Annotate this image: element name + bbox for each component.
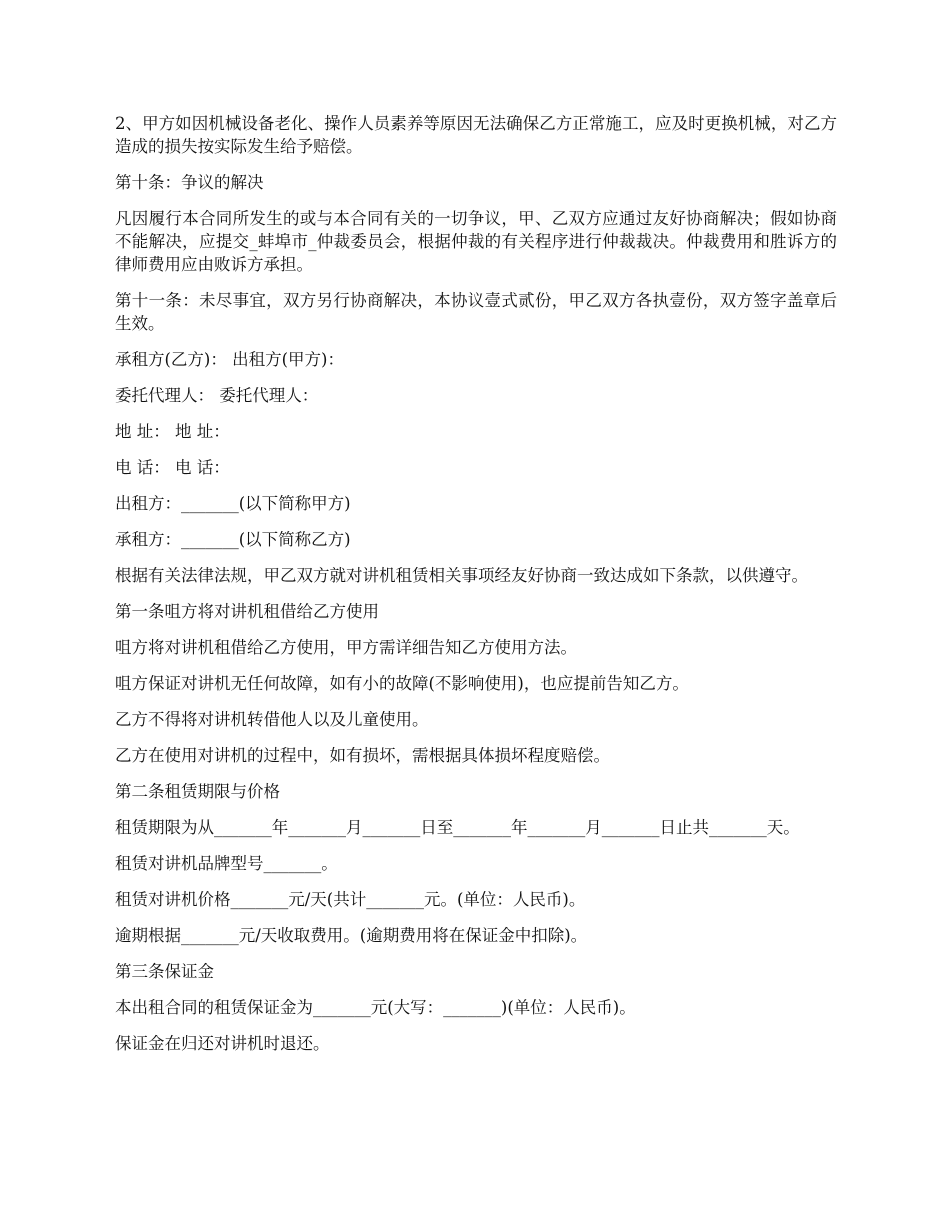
lessor-party-line: 出租方：_______(以下简称甲方) xyxy=(115,494,351,513)
article-2-lease-period: 租赁期限为从_______年_______月_______日至_______年_______月_______日止共_______天。 xyxy=(115,818,800,837)
article-1-item-2: 咀方保证对讲机无任何故障，如有小的故障(不影响使用)，也应提前告知乙方。 xyxy=(115,674,689,693)
article-3-deposit-amount: 本出租合同的租赁保证金为_______元(大写：_______)(单位：人民币)。 xyxy=(115,998,636,1017)
heading-clause-10: 第十条：争议的解决 xyxy=(115,173,264,192)
article-1-item-4: 乙方在使用对讲机的过程中，如有损坏，需根据具体损坏程度赔偿。 xyxy=(115,746,610,765)
heading-article-1: 第一条咀方将对讲机租借给乙方使用 xyxy=(115,602,379,621)
article-1-item-3: 乙方不得将对讲机转借他人以及儿童使用。 xyxy=(115,710,429,729)
paragraph-clause-9-item-2: 2、甲方如因机械设备老化、操作人员素养等原因无法确保乙方正常施工，应及时更换机械，对乙方造成的损失按实际发生给予赔偿。 xyxy=(115,114,837,156)
document-body xyxy=(115,112,837,1068)
article-3-deposit-refund: 保证金在归还对讲机时退还。 xyxy=(115,1034,330,1053)
lessee-party-line: 承租方：_______(以下简称乙方) xyxy=(115,530,351,549)
paragraph-clause-11: 第十一条：未尽事宜，双方另行协商解决，本协议壹式贰份，甲乙双方各执壹份，双方签字盖章后生效。 xyxy=(115,291,837,333)
signature-parties-line: 承租方(乙方)： 出租方(甲方)： xyxy=(115,350,344,369)
heading-article-3: 第三条保证金 xyxy=(115,962,214,981)
heading-article-2: 第二条租赁期限与价格 xyxy=(115,782,280,801)
article-2-overdue-fee: 逾期根据_______元/天收取费用。(逾期费用将在保证金中扣除)。 xyxy=(115,926,588,945)
signature-phone-line: 电 话： 电 话： xyxy=(115,458,230,477)
article-2-brand-model: 租赁对讲机品牌型号_______。 xyxy=(115,854,338,873)
paragraph-dispute-resolution: 凡因履行本合同所发生的或与本合同有关的一切争议，甲、乙双方应通过友好协商解决；假如协商不能解决，应提交_蚌埠市_仲裁委员会，根据仲裁的有关程序进行仲裁裁决。仲裁费用和胜诉方的律师费用应由败诉方承担。 xyxy=(115,209,837,274)
article-1-item-1: 咀方将对讲机租借给乙方使用，甲方需详细告知乙方使用方法。 xyxy=(115,638,577,657)
article-2-price: 租赁对讲机价格_______元/天(共计_______元。(单位：人民币)。 xyxy=(115,890,586,909)
signature-address-line: 地 址： 地 址： xyxy=(115,422,230,441)
preamble-paragraph: 根据有关法律法规，甲乙双方就对讲机租赁相关事项经友好协商一致达成如下条款，以供遵守。 xyxy=(115,566,808,585)
signature-agents-line: 委托代理人： 委托代理人： xyxy=(115,386,319,405)
